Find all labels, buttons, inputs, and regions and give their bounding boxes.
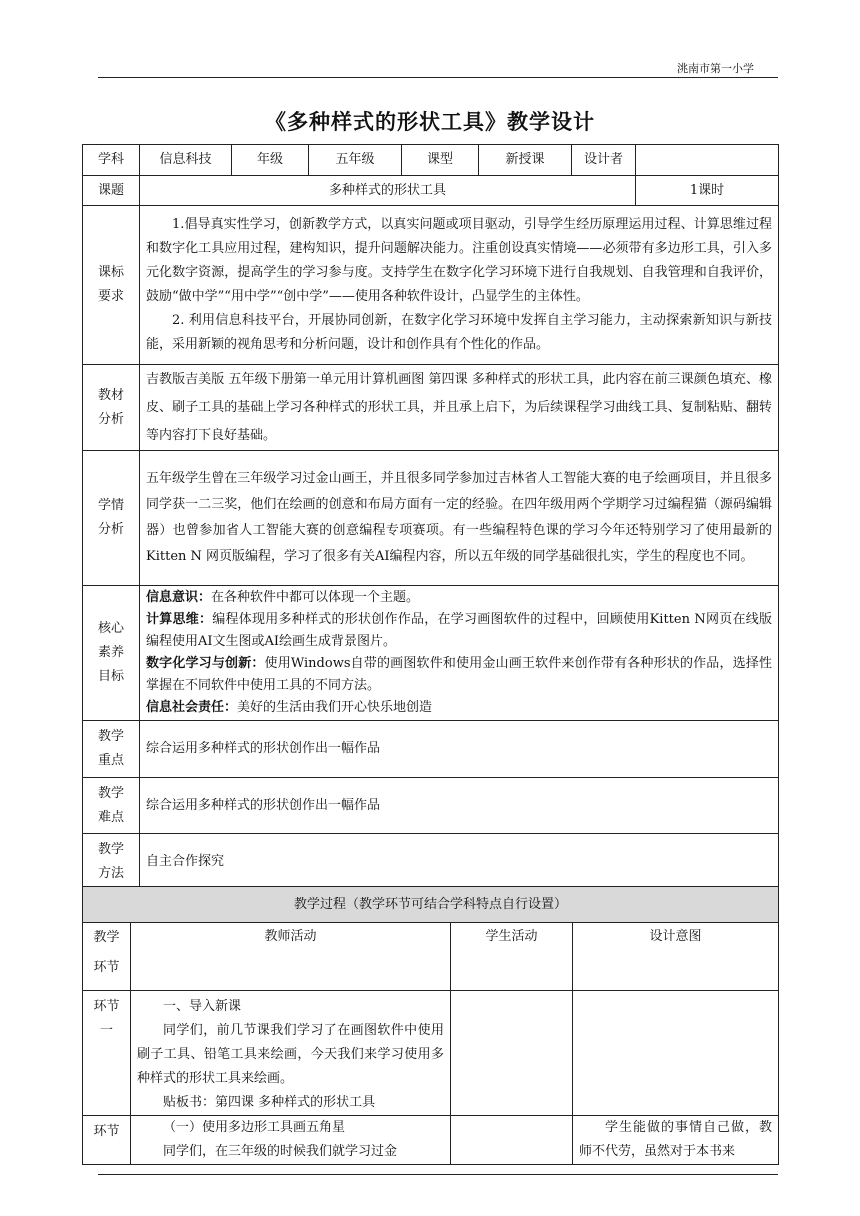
col-teacher-header: 教师活动: [131, 923, 451, 991]
designer-value: [636, 145, 779, 176]
core-item-key: 信息社会责任：: [146, 700, 238, 715]
process-header-row: [83, 923, 779, 991]
core-item-value: 使用Windows自带的画图软件和使用金山画王软件来创作带有各种形状的作品，选择性掌握在不同软件中使用工具的不同方法。: [146, 656, 772, 693]
students-row: [83, 451, 779, 586]
footer-rule: [98, 1174, 778, 1175]
designer-label: 设计者: [572, 145, 636, 176]
hours-value: 1课时: [636, 176, 779, 206]
teacher-activity-cell: [131, 991, 451, 1116]
core-item: [146, 653, 772, 697]
method-row: [83, 834, 779, 891]
col-intent-header: 设计意图: [573, 923, 779, 991]
core-label-line-1: 核心: [97, 621, 124, 636]
stage-cell: [83, 991, 131, 1116]
type-label: 课型: [402, 145, 479, 176]
standards-label-line-2: 要求: [97, 289, 124, 304]
difficulty-label-line-2: 难点: [97, 809, 124, 825]
students-text: 五年级学生曾在三年级学习过金山画王，并且很多同学参加过吉林省人工智能大赛的电子绘画项目，并且很多同学获一二三奖，他们在绘画的创意和布局方面有一定的经验。在四年级用两个学期学习过编程猫（源码编辑器）也曾参加省人工智能大赛的创意编程专项赛项。有一些编程特色课的学习今年还特别学习了使用最新的Kitten N 网页版编程，学习了很多有关AI编程内容，所以五年级的同学基础很扎实，学生的程度也不同。: [140, 451, 779, 586]
teacher-line: （一）使用多边形工具画五角星: [163, 1120, 346, 1135]
method-label-line-2: 方法: [97, 866, 124, 881]
core-label: [83, 586, 140, 721]
col-stage-header: [83, 923, 131, 991]
process-heading-row: [83, 887, 779, 923]
type-value: 新授课: [479, 145, 572, 176]
topic-row: [83, 176, 779, 206]
material-row: [83, 365, 779, 451]
school-name: 洮南市第一小学: [677, 62, 754, 75]
core-item-value: 编程体现用多种样式的形状创作作品，在学习画图软件的过程中，回顾使用Kitten N网页在线版编程使用AI文生图或AI绘画生成背景图片。: [146, 612, 772, 649]
info-row: [83, 145, 779, 176]
method-label-line-1: 教学: [97, 842, 124, 857]
standards-row: [83, 206, 779, 365]
core-label-line-2: 素养: [97, 645, 124, 660]
subject-label: 学科: [83, 145, 140, 176]
process-row: [83, 991, 779, 1116]
stage-line-1: 环节: [93, 999, 120, 1014]
difficulty-label-line-1: 教学: [97, 785, 124, 801]
teacher-activity-cell: [131, 1116, 451, 1165]
col-stage-line-2: 环节: [93, 960, 120, 975]
lesson-info-table: [82, 144, 779, 891]
grade-value: 五年级: [309, 145, 402, 176]
process-row: [83, 1116, 779, 1165]
difficulty-label: [83, 778, 140, 834]
teaching-process-table: [82, 886, 779, 1165]
teacher-line: 贴板书：第四课 多种样式的形状工具: [163, 1095, 376, 1110]
difficulty-row: [83, 778, 779, 834]
material-label-line-2: 分析: [97, 411, 124, 427]
material-label-line-1: 教材: [97, 387, 124, 403]
key-point-text: 综合运用多种样式的形状创作出一幅作品: [140, 721, 779, 778]
key-point-label-line-1: 教学: [97, 729, 124, 744]
students-label-line-2: 分析: [97, 522, 124, 537]
grade-label: 年级: [232, 145, 309, 176]
material-text: 吉教版吉美版 五年级下册第一单元用计算机画图 第四课 多种样式的形状工具，此内容在前三课颜色填充、橡皮、刷子工具的基础上学习各种样式的形状工具，并且承上启下，为后续课程学习曲线工具、复制粘贴、翻转等内容打下良好基础。: [140, 365, 779, 451]
teacher-line: 同学们，在三年级的时候我们就学习过金: [163, 1144, 398, 1159]
process-heading: 教学过程（教学环节可结合学科特点自行设置）: [83, 887, 779, 923]
stage-line-1: 环节: [93, 1124, 120, 1139]
core-row: [83, 586, 779, 721]
method-text: 自主合作探究: [140, 834, 779, 891]
students-label-line-1: 学情: [97, 498, 124, 513]
page-title: 《多种样式的形状工具》教学设计: [265, 109, 595, 134]
standards-label-line-1: 课标: [97, 265, 124, 280]
standards-paragraph-2: 2. 利用信息科技平台，开展协同创新，在数字化学习环境中发挥自主学习能力，主动探索新知识与新技能，采用新颖的视角思考和分析问题，设计和创作具有个性化的作品。: [146, 313, 772, 352]
teacher-line: 同学们，前几节课我们学习了在画图软件中使用刷子工具、铅笔工具来绘画，今天我们来学习使用多种样式的形状工具来绘画。: [137, 1023, 444, 1086]
standards-paragraph-1: 1.倡导真实性学习，创新教学方式，以真实问题或项目驱动，引导学生经历原理运用过程、计算思维过程和数字化工具应用过程，建构知识，提升问题解决能力。注重创设真实情境——必须带有多边形工具，引入多元化数字资源，提高学生的学习参与度。支持学生在数字化学习环境下进行自我规划、自我管理和自我评价，鼓励“做中学”“用中学”“创中学”——使用各种软件设计，凸显学生的主体性。: [146, 217, 772, 304]
difficulty-text: 综合运用多种样式的形状创作出一幅作品: [140, 778, 779, 834]
core-item: [146, 697, 772, 719]
core-item-key: 计算思维：: [146, 612, 213, 627]
core-label-line-3: 目标: [97, 669, 124, 684]
method-label: [83, 834, 140, 891]
material-label: [83, 365, 140, 451]
intent-cell: [573, 991, 779, 1116]
col-stage-line-1: 教学: [93, 930, 120, 945]
teacher-line: 一、导入新课: [163, 999, 242, 1014]
core-item-value: 美好的生活由我们开心快乐地创造: [237, 700, 433, 715]
core-item: [146, 587, 772, 609]
topic-value: 多种样式的形状工具: [140, 176, 636, 206]
core-item-value: 在各种软件中都可以体现一个主题。: [211, 590, 420, 605]
header-rule: [98, 77, 778, 78]
topic-label: 课题: [83, 176, 140, 206]
subject-value: 信息科技: [140, 145, 232, 176]
intent-cell: 学生能做的事情自己做，教师不代劳，虽然对于本书来: [573, 1116, 779, 1165]
stage-cell: [83, 1116, 131, 1165]
col-student-header: 学生活动: [451, 923, 573, 991]
core-content: [140, 586, 779, 721]
student-activity-cell: [451, 1116, 573, 1165]
core-item-key: 信息意识：: [146, 590, 212, 605]
standards-content: [140, 206, 779, 365]
key-point-label: [83, 721, 140, 778]
standards-label: [83, 206, 140, 365]
student-activity-cell: [451, 991, 573, 1116]
key-point-label-line-2: 重点: [97, 753, 124, 768]
core-item: [146, 609, 772, 653]
stage-line-2: 一: [99, 1023, 113, 1038]
students-label: [83, 451, 140, 586]
core-item-key: 数字化学习与创新：: [146, 656, 265, 671]
key-point-row: [83, 721, 779, 778]
